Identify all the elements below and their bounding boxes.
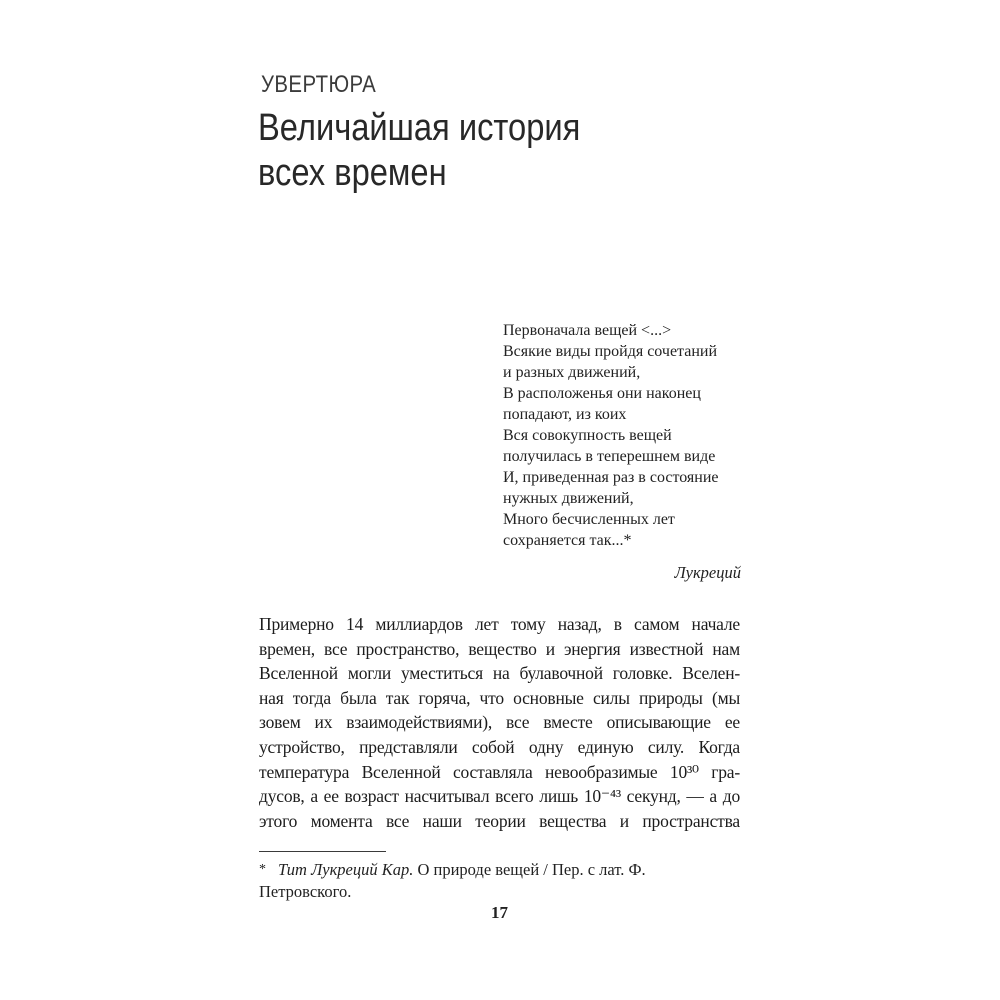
page-number: 17 — [491, 903, 508, 922]
epigraph — [503, 320, 741, 583]
chapter-title-line-2: всех времен — [258, 152, 447, 194]
footnote-text: О природе вещей / Пер. с лат. Ф. Петровского. — [259, 860, 646, 901]
epigraph-line: попадают, из коих — [503, 406, 627, 423]
body-line: этого момента все наши теории вещества и пространства — [259, 810, 740, 831]
epigraph-line: получилась в теперешнем виде — [503, 448, 716, 465]
body-line: температура Вселенной составляла невообразимые 10³⁰ гра- — [259, 761, 740, 782]
footnote-body — [259, 859, 740, 903]
body-line: времен, все пространство, вещество и энергия известной нам — [259, 638, 740, 659]
epigraph-line: нужных движений, — [503, 490, 634, 507]
footnote-author: Тит Лукреций Кар. — [278, 860, 414, 879]
body-line: Вселенной могли уместиться на булавочной головке. Вселен- — [259, 663, 740, 684]
epigraph-line: В расположенья они наконец — [503, 385, 701, 402]
footnote-rule — [259, 851, 386, 852]
body-line: Примерно 14 миллиардов лет тому назад, в самом начале — [259, 614, 740, 634]
epigraph-attribution: Лукреций — [674, 563, 741, 582]
body-line: ная тогда была так горяча, что основные силы природы (мы — [259, 687, 740, 708]
chapter-title-line-1: Величайшая история — [258, 107, 581, 149]
body-line: дусов, а ее возраст насчитывал всего лишь 10⁻⁴³ секунд, — а до — [259, 786, 740, 807]
epigraph-line: и разных движений, — [503, 364, 641, 381]
epigraph-line: И, приведенная раз в состояние — [503, 469, 719, 486]
epigraph-line: Первоначала вещей <...> — [503, 322, 672, 339]
footnote — [259, 851, 740, 903]
chapter-title — [258, 106, 580, 196]
body-line: зовем их взаимодействиями), все вместе описывающие ее — [259, 712, 740, 733]
epigraph-line: сохраняется так...* — [503, 532, 632, 549]
body-paragraph — [259, 612, 740, 833]
epigraph-line: Всякие виды пройдя сочетаний — [503, 343, 718, 360]
footnote-marker: * — [259, 862, 266, 877]
body-line: устройство, представляли собой одну единую силу. Когда — [259, 736, 740, 757]
chapter-kicker: УВЕРТЮРА — [261, 71, 377, 98]
epigraph-line: Вся совокупность вещей — [503, 427, 672, 444]
epigraph-line: Много бесчисленных лет — [503, 511, 675, 528]
